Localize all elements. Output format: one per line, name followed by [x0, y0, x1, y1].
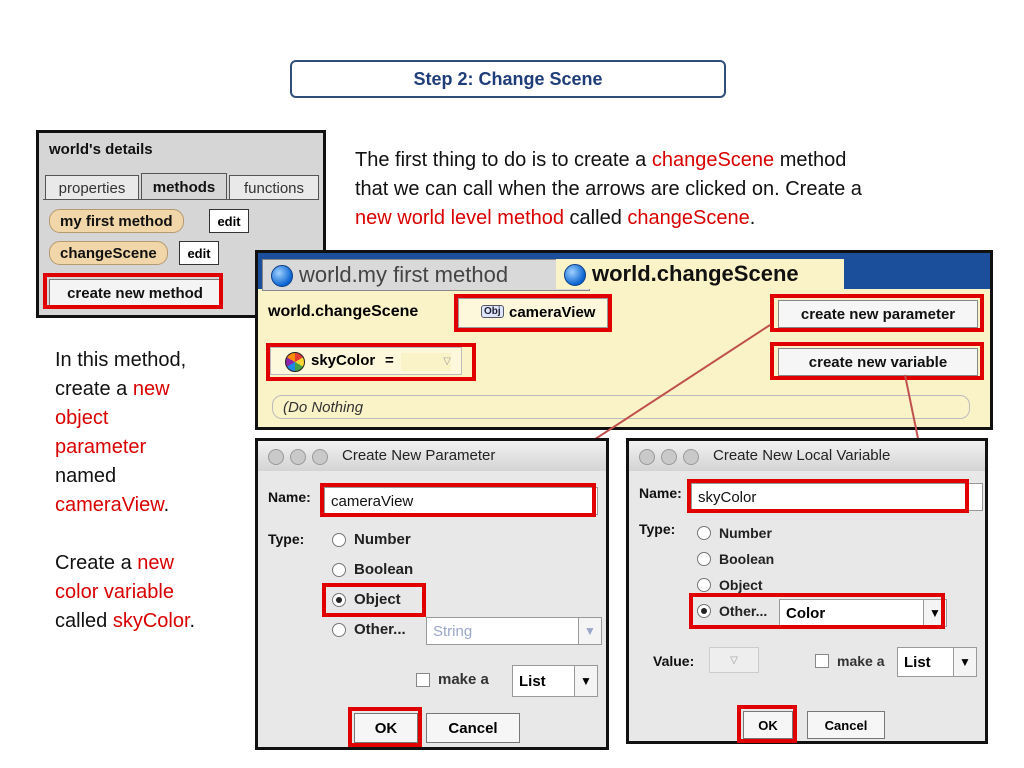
radio-number[interactable]: Number — [697, 525, 772, 541]
name-label: Name: — [639, 485, 682, 501]
create-new-parameter-dialog — [255, 438, 609, 750]
type-label: Type: — [639, 521, 676, 537]
chevron-down-icon: ▼ — [574, 666, 597, 696]
radio-number[interactable]: Number — [332, 531, 411, 548]
cancel-button[interactable]: Cancel — [426, 713, 520, 743]
details-title: world's details — [49, 141, 153, 158]
minimize-icon[interactable] — [661, 449, 677, 465]
method-header-name: world.changeScene — [268, 303, 419, 320]
dialog-titlebar — [258, 441, 606, 471]
method-my-first-method[interactable]: my first method — [49, 209, 184, 233]
tab-methods[interactable]: methods — [141, 173, 227, 200]
radio-other[interactable]: Other... — [332, 621, 406, 638]
edit-button[interactable]: edit — [209, 209, 249, 233]
make-a-list-checkbox[interactable]: make a — [815, 653, 884, 669]
create-new-method-button[interactable]: create new method — [49, 279, 221, 307]
tab-world-changescene[interactable]: world.changeScene — [556, 259, 844, 289]
chevron-down-icon: ▼ — [923, 600, 946, 626]
create-new-parameter-button[interactable]: create new parameter — [778, 300, 978, 328]
close-icon[interactable] — [268, 449, 284, 465]
ok-button[interactable]: OK — [354, 713, 418, 743]
parameter-name: cameraView — [509, 304, 596, 321]
chevron-down-icon: ▼ — [953, 648, 976, 676]
other-type-select[interactable]: Color ▼ — [779, 599, 947, 627]
list-select[interactable]: List ▼ — [512, 665, 598, 697]
object-type-icon: Obj — [481, 305, 504, 318]
method-changescene[interactable]: changeScene — [49, 241, 168, 265]
tab-functions[interactable]: functions — [229, 175, 319, 200]
zoom-icon[interactable] — [683, 449, 699, 465]
create-new-variable-button[interactable]: create new variable — [778, 348, 978, 376]
zoom-icon[interactable] — [312, 449, 328, 465]
dropdown-arrow-icon[interactable]: ▽ — [401, 353, 451, 371]
minimize-icon[interactable] — [290, 449, 306, 465]
variable-name: skyColor — [311, 352, 376, 369]
radio-boolean[interactable]: Boolean — [332, 561, 413, 578]
method-body: (Do Nothing — [272, 395, 970, 419]
create-new-local-variable-dialog — [626, 438, 988, 744]
equals-sign: = — [385, 352, 394, 369]
chevron-down-icon: ▼ — [578, 618, 601, 644]
radio-boolean[interactable]: Boolean — [697, 551, 774, 567]
edit-button[interactable]: edit — [179, 241, 219, 265]
tab-properties[interactable]: properties — [45, 175, 139, 200]
make-a-list-checkbox[interactable]: make a — [416, 671, 489, 688]
type-label: Type: — [268, 531, 305, 547]
radio-object[interactable]: Object — [332, 591, 401, 608]
radio-other[interactable]: Other... — [697, 603, 767, 619]
name-label: Name: — [268, 489, 311, 505]
dialog-title: Create New Parameter — [342, 447, 496, 464]
value-label: Value: — [653, 653, 695, 669]
list-select[interactable]: List ▼ — [897, 647, 977, 677]
intro-text: The first thing to do is to create a changeScene method that we can call when the arrows are clicked on. Create a new world level method called changeScene. — [355, 149, 862, 229]
close-icon[interactable] — [639, 449, 655, 465]
step-title: Step 2: Change Scene — [290, 60, 726, 98]
name-field[interactable]: cameraView — [324, 487, 598, 515]
cancel-button[interactable]: Cancel — [807, 711, 885, 739]
value-select[interactable]: ▽ — [709, 647, 759, 673]
instruction-text: In this method, create a new object parameter named cameraView. Create a new color variable called skyColor. — [55, 349, 196, 632]
other-type-select[interactable]: String ▼ — [426, 617, 602, 645]
name-field[interactable]: skyColor — [691, 483, 983, 511]
radio-object[interactable]: Object — [697, 577, 763, 593]
ok-button[interactable]: OK — [743, 711, 793, 739]
dialog-title: Create New Local Variable — [713, 447, 891, 464]
tab-world-my-first-method[interactable]: world.my first method — [262, 259, 590, 291]
dialog-titlebar — [629, 441, 985, 471]
